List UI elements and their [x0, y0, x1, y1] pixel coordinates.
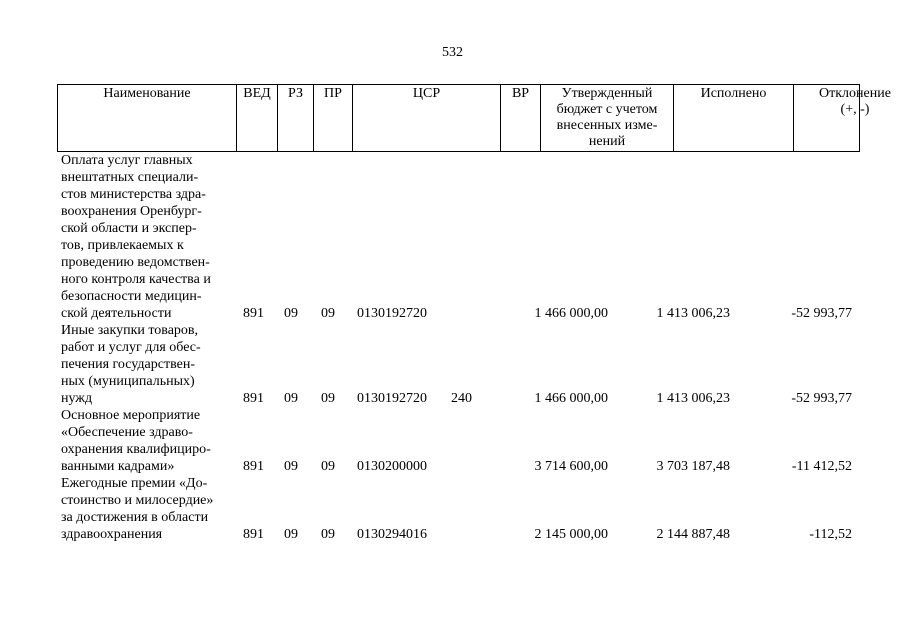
row-pr: 09: [321, 527, 335, 542]
header-ved: ВЕД: [237, 85, 278, 151]
row-executed: 1 413 006,23: [656, 391, 730, 406]
table-row: [57, 322, 860, 407]
header-csr: ЦСР: [353, 85, 501, 151]
row-pr: 09: [321, 306, 335, 321]
table-row: [57, 152, 860, 322]
header-name: Наименование: [58, 85, 237, 151]
row-deviation: -52 993,77: [791, 391, 852, 406]
header-deviation: Отклонение (+, -): [819, 86, 891, 117]
row-pr: 09: [321, 459, 335, 474]
row-name: Основное мероприятие «Обеспечение здраво- охранения квалифициро- ванными кадрами»: [61, 408, 211, 474]
row-rz: 09: [284, 459, 298, 474]
row-ved: 891: [243, 527, 264, 542]
table-row: [57, 475, 860, 543]
row-ved: 891: [243, 391, 264, 406]
row-name: Оплата услуг главных внештатных специали- стов министерства здра- воохранения Оренбург- ской области и экспер- тов, привлекаемых к проведению ведомствен- ного контроля качества и безопасности медицин- ской деятельности: [61, 153, 211, 321]
row-budget: 1 466 000,00: [534, 391, 608, 406]
page-number: 532: [442, 45, 463, 60]
row-rz: 09: [284, 527, 298, 542]
header-budget: Утвержденный бюджет с учетом внесенных изме- нений: [541, 85, 674, 151]
table-row: [57, 407, 860, 475]
row-vr: 240: [451, 391, 472, 406]
row-csr: 0130192720: [357, 391, 427, 406]
row-budget: 3 714 600,00: [534, 459, 608, 474]
row-ved: 891: [243, 459, 264, 474]
row-executed: 3 703 187,48: [656, 459, 730, 474]
row-csr: 0130200000: [357, 459, 427, 474]
row-executed: 1 413 006,23: [656, 306, 730, 321]
header-pr: ПР: [314, 85, 353, 151]
header-rz: РЗ: [278, 85, 314, 151]
row-executed: 2 144 887,48: [656, 527, 730, 542]
row-rz: 09: [284, 306, 298, 321]
row-rz: 09: [284, 391, 298, 406]
header-vr: ВР: [501, 85, 541, 151]
row-csr: 0130294016: [357, 527, 427, 542]
row-budget: 2 145 000,00: [534, 527, 608, 542]
row-name: Ежегодные премии «До- стоинство и милосердие» за достижения в области здравоохранения: [61, 476, 214, 542]
table-header: [57, 84, 891, 152]
row-ved: 891: [243, 306, 264, 321]
row-csr: 0130192720: [357, 306, 427, 321]
row-deviation: -112,52: [809, 527, 852, 542]
row-pr: 09: [321, 391, 335, 406]
header-executed: Исполнено: [674, 85, 794, 151]
row-name: Иные закупки товаров, работ и услуг для обес- печения государствен- ных (муниципальных) нужд: [61, 323, 201, 406]
row-deviation: -11 412,52: [791, 459, 852, 474]
row-deviation: -52 993,77: [791, 306, 852, 321]
row-budget: 1 466 000,00: [534, 306, 608, 321]
